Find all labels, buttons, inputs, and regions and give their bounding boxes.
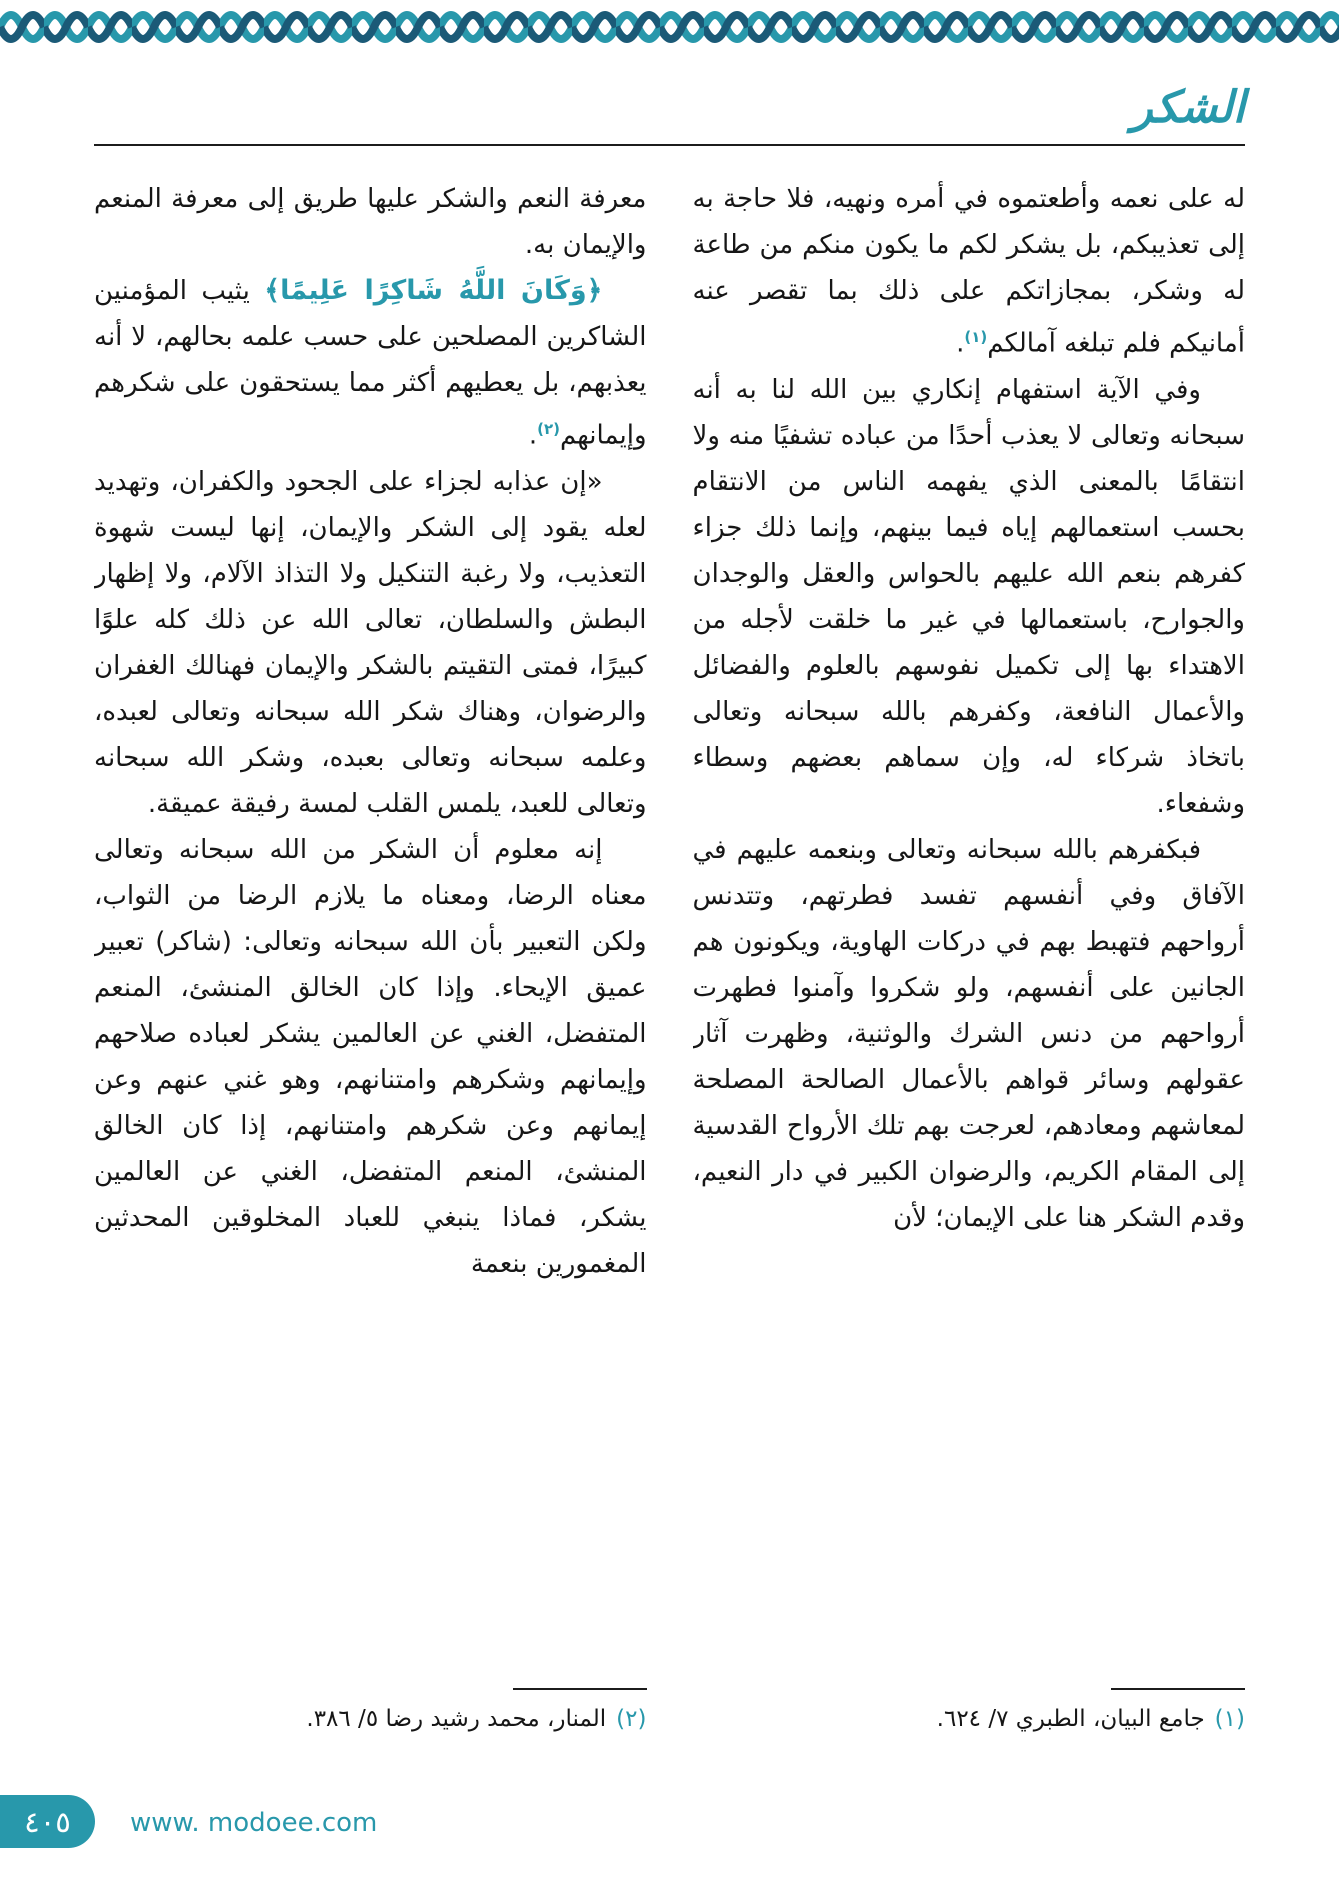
- text-run: فبكفرهم بالله سبحانه وتعالى وبنعمه عليهم في الآفاق وفي أنفسهم تفسد فطرتهم، وتتدنس أرواحهم فتهبط بهم في دركات الهاوية، ويكونون هم الجانين على أنفسهم، ولو شكروا وآمنوا فطهرت أرواحهم من دنس الشرك والوثنية، وظهرت آثار عقولهم وسائر قواهم بالأعمال الصالحة المصلحة لمعاشهم ومعادهم، لعرجت بهم تلك الأرواح القدسية إلى المقام الكريم، والرضوان الكبير في دار النعيم، وقدم الشكر هنا على الإيمان؛ لأن: [692, 834, 1245, 1233]
- text-run: .: [956, 328, 965, 359]
- text-run: معرفة النعم والشكر عليها طريق إلى معرفة المنعم والإيمان به.: [94, 184, 647, 260]
- paragraph: [94, 176, 647, 268]
- text-run: «إن عذابه لجزاء على الجحود والكفران، وتهديد لعله يقود إلى الشكر والإيمان، إنها ليست شهوة التعذيب، ولا رغبة التنكيل ولا التذاذ الآلام، ولا إظهار البطش والسلطان، تعالى الله عن ذلك كله علوًا كبيرًا، فمتى التقيتم بالشكر والإيمان فهنالك الغفران والرضوان، وهناك شكر الله سبحانه وتعالى لعبده، وعلمه سبحانه وتعالى بعبده، وشكر الله سبحانه وتعالى للعبد، يلمس القلب لمسة رفيقة عميقة.: [94, 466, 647, 819]
- footnote-ref: (١): [964, 328, 988, 346]
- text-run: له على نعمه وأطعتموه في أمره ونهيه، فلا حاجة به إلى تعذيبكم، بل يشكر لكم ما يكون منكم من طاعة له وشكر، بمجازاتكم على ذلك بما تقصر عنه أمانيكم فلم تبلغه آمالكم: [692, 184, 1245, 359]
- text-run: يثيب المؤمنين الشاكرين المصلحين على حسب علمه بحالهم، لا أنه يعذبهم، بل يعطيهم أكثر مما يستحقون على شكرهم وإيمانهم: [94, 276, 647, 451]
- footnote-ref: (٢): [537, 420, 560, 438]
- header-divider: [94, 144, 1245, 146]
- page-number: ٤٠٥: [24, 1804, 71, 1839]
- text-run: إنه معلوم أن الشكر من الله سبحانه وتعالى معناه الرضا، ومعناه ما يلازم الرضا من الثواب، ولكن التعبير بأن الله سبحانه وتعالى: (شاكر) تعبير عميق الإيحاء. وإذا كان الخالق المنشئ، المنعم المتفضل، الغني عن العالمين يشكر لعباده صلاحهم وإيمانهم وشكرهم وامتنانهم، وهو غني عنهم وعن إيمانهم وعن شكرهم وامتنانهم، إذا كان الخالق المنشئ، المنعم المتفضل، الغني عن العالمين يشكر، فماذا ينبغي للعباد المخلوقين المحدثين المغمورين بنعمة: [94, 834, 647, 1279]
- paragraph: [693, 827, 1246, 1241]
- page-number-badge: [0, 1795, 95, 1848]
- column-left-paragraphs: [94, 176, 647, 1287]
- paragraph: [693, 367, 1246, 827]
- footnote-divider: [1111, 1688, 1245, 1690]
- text-run: .: [528, 420, 538, 451]
- chapter-title: الشكر: [1131, 82, 1245, 133]
- footnote-divider: [513, 1688, 647, 1690]
- column-right: [693, 176, 1246, 1742]
- footnote-text: جامع البيان، الطبري ٧/ ٦٢٤.: [936, 1706, 1205, 1732]
- footnote: [94, 1702, 647, 1736]
- footnote-number: (١): [1214, 1706, 1245, 1732]
- paragraph: [94, 459, 647, 827]
- footnote-number: (٢): [616, 1706, 647, 1732]
- column-right-paragraphs: [693, 176, 1246, 1241]
- footnote-block-right: [693, 1688, 1246, 1742]
- text-run: وفي الآية استفهام إنكاري بين الله لنا به أنه سبحانه وتعالى لا يعذب أحدًا من عباده تشفيًا منه ولا انتقامًا بالمعنى الذي يفهمه الناس من الانتقام بحسب استعمالهم إياه فيما بينهم، وإنما ذلك جزاء كفرهم بنعم الله عليهم بالحواس والعقل والوجدان والجوارح، باستعمالها في غير ما خلقت لأجله من الاهتداء بها إلى تكميل نفوسهم بالعلوم والفضائل والأعمال النافعة، وكفرهم بالله سبحانه وتعالى باتخاذ شركاء له، وإن سماهم بعضهم وسطاء وشفعاء.: [692, 374, 1245, 819]
- footnote-block-left: [94, 1688, 647, 1742]
- quran-verse: ﴿وَكَانَ اللَّهُ شَاكِرًا عَلِيمًا﴾: [264, 275, 603, 306]
- paragraph: [693, 176, 1246, 367]
- paragraph: [94, 827, 647, 1287]
- footnote: [693, 1702, 1246, 1736]
- column-left: [94, 176, 647, 1742]
- page-body: [94, 176, 1245, 1742]
- page-header: [94, 82, 1245, 146]
- footnote-text: المنار، محمد رشيد رضا ٥/ ٣٨٦.: [306, 1706, 607, 1732]
- paragraph: [94, 268, 647, 459]
- website-text: www. modoee.com: [130, 1808, 378, 1838]
